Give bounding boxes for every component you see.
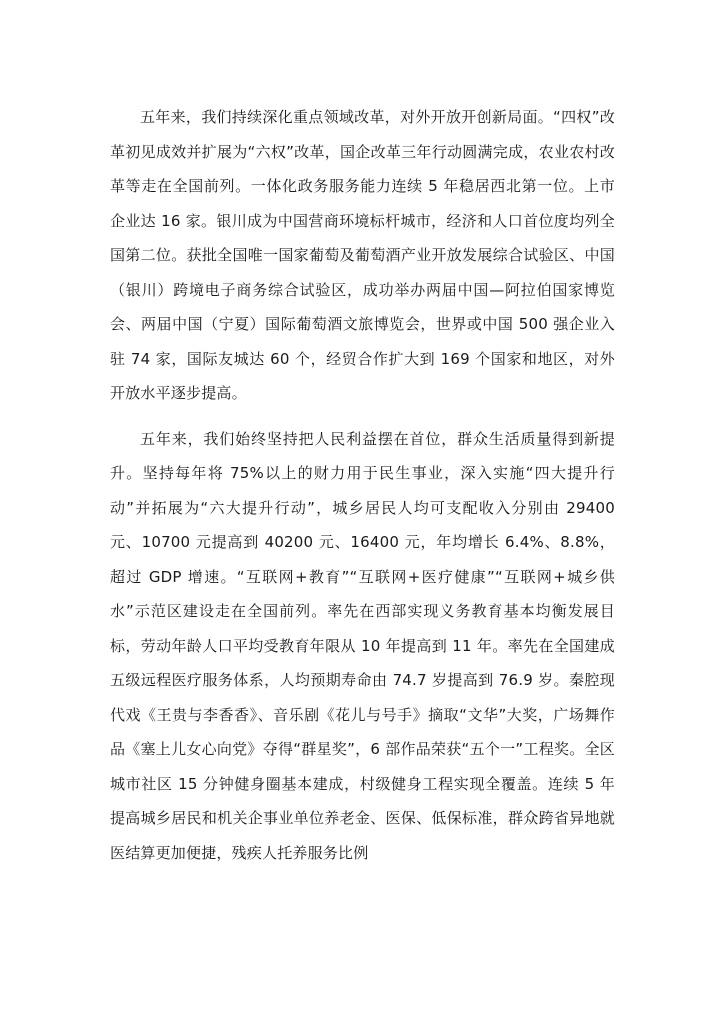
paragraph-reform-opening: 五年来，我们持续深化重点领域改革，对外开放开创新局面。“四权”改革初见成效并扩展为“六权”改革，国企改革三年行动圆满完成，农业农村改革等走在全国前列。一体化政务服务能力连续 5 年稳居西北第一位。上市企业达 16 家。银川成为中国营商环境标杆城市，经济和人口首位度均列全国第二位。获批全国唯一国家葡萄及葡萄酒产业开放发展综合试验区、中国（银川）跨境电子商务综合试验区，成功举办两届中国—阿拉伯国家博览会、两届中国（宁夏）国际葡萄酒文旅博览会，世界或中国 500 强企业入驻 74 家，国际友城达 60 个，经贸合作扩大到 169 个国家和地区，对外开放水平逐步提高。	[110, 108, 615, 402]
paragraph-livelihood: 五年来，我们始终坚持把人民利益摆在首位，群众生活质量得到新提升。坚持每年将 75%以上的财力用于民生事业，深入实施“四大提升行动”并拓展为“六大提升行动”，城乡居民人均可支配收入分别由 29400 元、10700 元提高到 40200 元、16400 元，年均增长 6.4%、8.8%，超过 GDP 增速。“互联网+教育”“互联网+医疗健康”“互联网+城乡供水”示范区建设走在全国前列。率先在西部实现义务教育基本均衡发展目标，劳动年龄人口平均受教育年限从 10 年提高到 11 年。率先在全国建成五级远程医疗服务体系，人均预期寿命由 74.7 岁提高到 76.9 岁。秦腔现代戏《王贵与李香香》、音乐剧《花儿与号手》摘取“文华”大奖，广场舞作品《塞上儿女心向党》夺得“群星奖”，6 部作品荣获“五个一”工程奖。全区城市社区 15 分钟健身圈基本建成，村级健身工程实现全覆盖。连续 5 年提高城乡居民和机关企事业单位养老金、医保、低保标准，群众跨省异地就医结算更加便捷，残疾人托养服务比例	[110, 429, 615, 862]
document-body	[110, 100, 615, 870]
